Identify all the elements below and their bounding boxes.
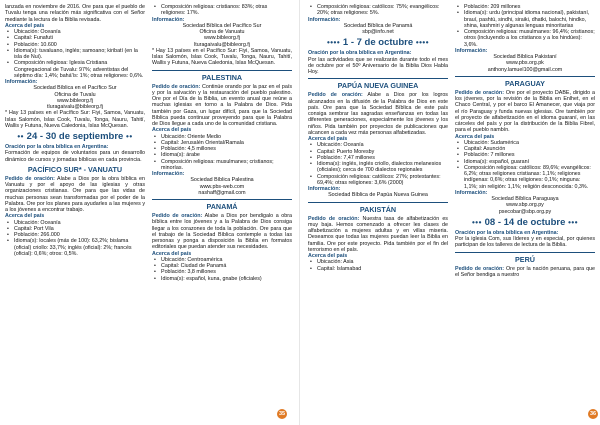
country-heading: PAKISTÁN	[359, 204, 397, 214]
pakistan-facts-cont	[455, 4, 595, 48]
petition	[455, 90, 595, 134]
list-item: • Idioma(s): español, guaraní	[455, 159, 595, 165]
about-label: Acerca del país	[5, 213, 45, 220]
list-item: • Capital: Funafuti	[5, 35, 145, 41]
about-label: Acerca del país	[455, 133, 495, 140]
info-line: Oficina de Vanuatu	[199, 29, 245, 35]
petition	[152, 84, 292, 128]
info-email[interactable]: nashaff@gmail.com	[198, 189, 246, 196]
info-label: Información:	[152, 171, 185, 177]
petition-text: Ore por el proyecto DABE, dirigido a los jóvenes, por la revisión de la Biblia en Enlhet, en el Chaco Central, y por el barco El Amanecer, que viaja por el río Paraguay y funda nuevas iglesias. Ore también por el proyecto de alfabetización en el idioma guaraní, en las cárceles del país y por la distribución de la Biblia Fibrel, para el pueblo nambín.	[455, 89, 595, 134]
tuvalu-facts	[5, 29, 145, 79]
info-line: Sociedad Bíblica Paraguaya	[491, 196, 559, 202]
info-label: Información:	[5, 79, 38, 85]
list-item: • Capital: Islamabad	[308, 266, 448, 272]
pakistan-facts	[308, 259, 448, 272]
petition-text: Nuestra tasa de alfabetización es muy baja. Hemos comenzado a ofrecer les clases de alfabetización a mujeres adultas y en villas miseria. Deseamos que todas las mujeres puedan leer la Biblia en familia. Ore por este proyecto. Pida también por el fin del terrorismo en el país.	[308, 215, 448, 253]
info-line: Sociedad Bíblica de Panamá	[343, 22, 413, 29]
intro-text: lanzada en noviembre de 2016. Ore para que el pueblo de Tuvalu tenga una relación más significativa con el Señor mediante la lectura de la Biblia revisada.	[5, 4, 145, 23]
info-email[interactable]: sbp@info.net	[362, 29, 394, 35]
list-item: • Composición religiosa: católicos: 27%; protestantes: 69,4%; otras religiones: 3,6% (2000)	[308, 174, 448, 187]
list-item: • Idioma(s): locales (más de 100): 63,2%; bislama (oficial) criollo: 33,7%; inglés (oficial): 2%; francés (oficial): 0,6%; otros: 0,5%.	[5, 238, 145, 257]
right-column-1	[308, 4, 448, 272]
list-item: • Ubicación: Oceanía	[5, 29, 145, 35]
divider	[308, 78, 448, 79]
list-item: • Idioma(s): árabe	[152, 152, 292, 158]
list-item: • Idioma(s): inglés, inglés criollo, dialectos melanesios (oficiales); cerca de 700 dialectos regionales	[308, 161, 448, 174]
info-label: Información:	[308, 186, 341, 192]
petition	[5, 176, 145, 214]
list-item: • Composición religiosa: musulmanes: 96,4%; cristianos; otros (incluyendo a los cristianos y a los hindúes): 3,6%.	[455, 29, 595, 48]
country-heading: PAPÚA NUEVA GUINEA	[337, 81, 419, 91]
list-item: • Población: 7 millones	[455, 152, 595, 158]
info-label: Información:	[455, 189, 488, 196]
info-line: Sociedad Bíblica Pakistaní	[493, 54, 557, 60]
prayer-heading: Oración por la obra bíblica en Argentina:	[455, 229, 559, 236]
right-column-2	[455, 4, 595, 278]
list-item: • Composición religiosa: católicos: 75%; evangélicos: 20%; otras religiones: 5%.	[308, 4, 448, 17]
petition-label: Pedido de oración:	[455, 265, 505, 272]
palestina-facts	[152, 134, 292, 172]
info-line: Sociedad Bíblica de Papúa Nueva Guinea	[328, 192, 428, 199]
info-email[interactable]: anthony.lamuel100@gmail.com	[487, 66, 563, 73]
prayer-heading: Oración por la obra bíblica en Argentina:	[308, 50, 412, 57]
petition-label: Pedido de oración:	[152, 83, 201, 90]
about-label: Acerca del país	[308, 253, 348, 259]
panama-facts	[152, 257, 292, 282]
divider	[455, 252, 595, 253]
list-item: • Idioma(s): urdu (principal idioma nacional), pakistaní, brauí, pashtú, sindhi, siraiki, dhatki, balochi, hindko, shina, kashmiri y algunas lenguas minoritarias	[455, 10, 595, 29]
date-heading: •• 24 - 30 de septiembre ••	[17, 131, 133, 142]
left-column-2	[152, 4, 292, 282]
info-link[interactable]: www.bibleorg.fj	[57, 97, 93, 104]
petition-label: Pedido de oración:	[455, 89, 504, 96]
petition-text: Alabe a Dios por la obra bíblica en Vanuatu y por el apoyo de las iglesias y otras organizaciones cristianas. Ore para que las vidas de muchas personas sean transformadas por el poder de la Palabra. Ore por los planes para ayudarles a las mujeres y a los jóvenes a encontrar trabajo.	[5, 175, 145, 213]
country-heading: PARAGUAY	[505, 78, 545, 88]
page-number-right: 36	[589, 411, 597, 417]
list-item: • Población: 4,5 millones	[152, 146, 292, 152]
footnote: * Hay 13 países en el Pacífico Sur: Fiyi, Samoa, Vanuatu, Islas Salomón, Islas Cook, Tuvalu, Tonga, Nauru, Tahití, Wallis y Futuna, Nueva Caledonia, Islas McQuesan.	[152, 47, 292, 67]
petition	[308, 216, 448, 254]
info-link[interactable]: www.bibleorg.fj	[204, 35, 240, 42]
petition	[455, 266, 595, 279]
info-email[interactable]: lturagaivalu@bibleorg.fj	[194, 41, 250, 48]
list-item: • Composición religiosa: cristianos: 83%; otras religiones: 17%.	[152, 4, 292, 17]
divider	[455, 76, 595, 77]
png-facts	[308, 142, 448, 186]
petition-text: Alabe a Dios por los logros alcanzados en la difusión de la Palabra de Dios en este país. Ore para que la Sociedad Bíblica de este país consiga sembrar las sagradas enseñanzas en todas las diferentes generaciones, especialmente los jóvenes y los niños. Pida también por proyectos de publicaciones que alcancen a cada vez más personas alfabetizadas.	[308, 92, 448, 136]
prayer-heading: Oración por la obra bíblica en Argentina:	[5, 144, 109, 150]
list-item: • Ubicación: Oceanía	[308, 142, 448, 148]
list-item: • Idioma(s): español, kuna, gnabe (oficiales)	[152, 276, 292, 282]
divider	[308, 202, 448, 203]
divider	[152, 70, 292, 71]
list-item: • Capital: Puerto Moresby	[308, 149, 448, 155]
paraguay-facts	[455, 140, 595, 190]
petition-label: Pedido de oración:	[308, 92, 363, 99]
info-link[interactable]: www.pbs-web.com	[199, 183, 245, 190]
petition-text: Ore por la nación peruana, para que el Señor bendiga a nuestro	[455, 265, 595, 278]
list-item: • Ubicación: Asia	[308, 259, 448, 265]
list-item: • Población: 7,47 millones	[308, 155, 448, 161]
info-line: Sociedad Bíblica Palestina	[190, 177, 254, 184]
prayer-text: Formación de equipos de voluntarios para un desarrollo dinámico de cursos y jornadas bíblicas en cada provincia.	[5, 150, 145, 163]
info-line: Sociedad Bíblica del Pacífico Sur	[182, 22, 262, 29]
footnote: * Hay 13 países en el Pacífico Sur: Fiyi, Samoa, Vanuatu, Islas Salomón, Islas Cook, Tuvalu, Tonga, Nauru, Tahití, Wallis y Futuna, Nueva Caledonia, Islas McQuesan.	[5, 110, 145, 129]
country-heading: PANAMÁ	[206, 202, 238, 211]
country-heading: PERÚ	[515, 254, 535, 264]
petition	[152, 213, 292, 251]
vanuatu-religion	[152, 4, 292, 17]
prayer-text: Por la iglesia Com, sus líderes y en especial, por quienes participan de los talleres de lectura de la Biblia.	[455, 236, 595, 249]
left-column-1	[5, 4, 145, 257]
list-item: • Ubicación: Oriente Medio	[152, 134, 292, 140]
list-item: • Idioma(s): tuvaluano, inglés; samoano; kiribatí (en la isla de Nui).	[5, 48, 145, 61]
list-item: • Capital: Jerusalén Oriental/Ramala	[152, 140, 292, 146]
info-link[interactable]: www.sbp.org.py	[506, 202, 544, 209]
list-item: • Ubicación: Oceanía	[5, 220, 145, 226]
list-item: • Ubicación: Sudamérica	[455, 140, 595, 146]
list-item: • Ubicación: Centroamérica	[152, 257, 292, 263]
list-item: • Capital: Ciudad de Panamá	[152, 263, 292, 269]
petition-label: Pedido de oración:	[5, 175, 55, 182]
list-item: • Composición religiosa: Iglesia Cristiana Congregacional de Tuvalu: 97%; adventistas del séptimo día: 1,4%; bahá'ís: 1%; otras religiones: 0,6%.	[5, 60, 145, 79]
list-item: • Capital: Port Vila	[5, 226, 145, 232]
petition-text: Alabe a Dios por bendigalo a obra bíblica entre los jóvenes y a la Palabra de Dios consiga llegar a los corazones de toda la población. Ore para que el trabajo de la Sociedad Bíblica contemple a todas las personas y ponga a disposición la Biblia en formatos editoriales que puedan atender sus necesidades.	[152, 213, 292, 251]
country-heading: PALESTINA	[201, 72, 243, 82]
info-label: Información:	[152, 16, 185, 23]
list-item: • Población: 3,8 millones	[152, 269, 292, 275]
info-label: Información:	[455, 47, 488, 54]
page-number-left: 35	[278, 411, 286, 417]
prayer-text: Por las actividades que se realizarán durante todo el mes de octubre por el 50º Aniversario de la Biblia Dios Habla Hoy.	[308, 56, 448, 75]
about-label: Acerca del país	[308, 136, 348, 142]
list-item: • Composición religiosa: musulmanes; cristianos; minorías.	[152, 159, 292, 172]
list-item: • Capital: Asunción	[455, 146, 595, 152]
about-label: Acerca del país	[5, 22, 45, 29]
info-label: Información:	[308, 16, 341, 23]
list-item: • Población: 209 millones	[455, 4, 595, 10]
info-line: Sociedad Bíblica en el Pacífico Sur	[33, 85, 117, 92]
petition-label: Pedido de oración:	[152, 213, 203, 219]
list-item: • Población: 266.000	[5, 232, 145, 238]
info-line: Oficina de Tuvalu	[54, 91, 96, 98]
list-item: • Población: 10.600	[5, 42, 145, 48]
vanuatu-facts	[5, 220, 145, 258]
info-email[interactable]: tluragaivalu@bibleorg.fj	[47, 104, 103, 110]
about-label: Acerca del país	[152, 250, 192, 257]
petition-text: Continúe orando por la paz en el país y por la salvación y la restauración del pueblo palestino. Ore por el Día de la Biblia, un evento anual que reúne a muchas iglesias en torno a la Palabra de Dios. Pida también por Gaza, un lugar difícil, para que la Sociedad Bíblica pueda continuar proveyendo para que la Palabra de Dios llegue a cada uno de la comunidad cristiana.	[152, 83, 292, 127]
panama-religion	[308, 4, 448, 17]
list-item: • Composición religiosa: católicos: 89,6%; evangélicos: 6,2%; otras religiones cristianas: 1,1%; religiones indígenas: 0,6%; otras religiones: 0,1%; ninguna: 1,1%; sin religión: 1,1%; religión desconocida: 0,3%.	[455, 165, 595, 190]
petition-label: Pedido de oración:	[308, 215, 360, 222]
date-heading: ••• 08 - 14 de octubre •••	[471, 216, 579, 228]
date-heading: •••• 1 - 7 de octubre ••••	[326, 37, 430, 49]
petition	[308, 92, 448, 136]
info-link[interactable]: www.pbs.org.pk	[506, 60, 544, 67]
country-heading: PACÍFICO SUR* - VANUATU	[27, 164, 123, 174]
info-email[interactable]: psecobar@sbp.org.py	[498, 208, 552, 215]
divider	[152, 199, 292, 200]
about-label: Acerca del país	[152, 127, 192, 134]
